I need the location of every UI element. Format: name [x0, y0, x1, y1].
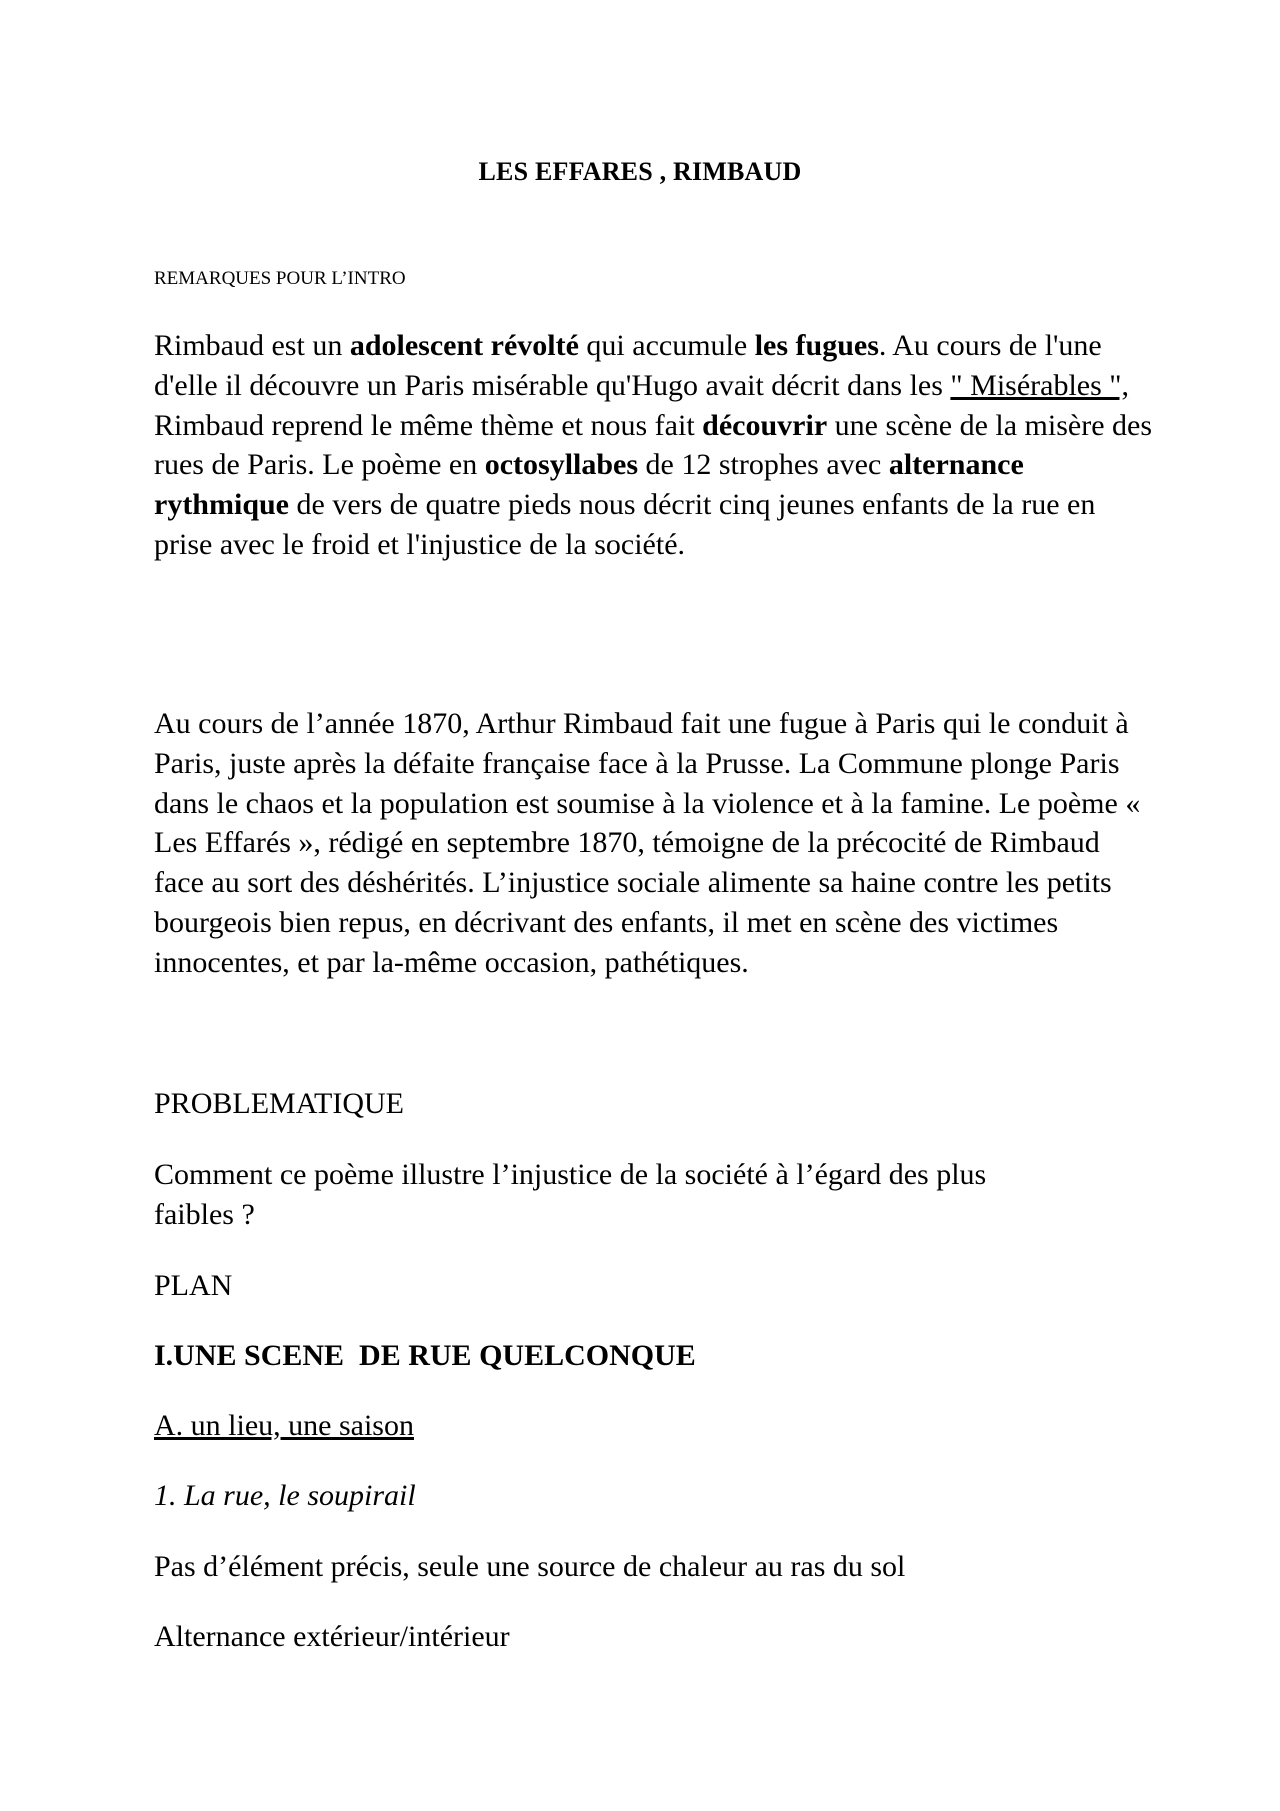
- text-run-underline: " Misérables ",: [950, 368, 1130, 402]
- note-line-1: Pas d’élément précis, seule une source de chaleur au ras du sol: [154, 1550, 906, 1583]
- text-run-bold: alternance rythmique: [154, 448, 1024, 522]
- text-run-bold: découvrir: [702, 408, 828, 442]
- intro-paragraph-1: [154, 326, 1154, 565]
- text-run-normal: une scène de la misère des rues de Paris. Le poème en: [154, 408, 1152, 482]
- text-run-bold: octosyllabes: [484, 448, 639, 482]
- text-run-normal: de vers de quatre pieds nous décrit cinq jeunes enfants de la rue en prise avec le froid et l'injustice de la société.: [154, 488, 1096, 561]
- document-title: LES EFFARES , RIMBAUD: [478, 157, 802, 186]
- text-run-normal: Rimbaud est un: [154, 329, 350, 362]
- subsection-heading: A. un lieu, une saison: [154, 1409, 414, 1442]
- problematique-label: PROBLEMATIQUE: [154, 1087, 405, 1120]
- problematique-question-line-2: faibles ?: [154, 1198, 255, 1231]
- text-run-normal: de 12 strophes avec: [638, 448, 889, 482]
- intro-paragraph-2: Au cours de l’année 1870, Arthur Rimbaud fait une fugue à Paris qui le conduit à Paris, juste après la défaite française face à la Prusse. La Commune plonge Paris dans le chaos et la population est soumise à la violence et à la famine. Le poème « Les Effarés », rédigé en septembre 1870, témoigne de la précocité de Rimbaud face au sort des déshérités. L’injustice sociale alimente sa haine contre les petits bourgeois bien repus, en décrivant des enfants, il met en scène des victimes innocentes, et par la-même occasion, pathétiques.: [154, 707, 1141, 979]
- text-run-bold: adolescent révolté: [349, 329, 579, 362]
- problematique-question-line-1: Comment ce poème illustre l’injustice de la société à l’égard des plus: [154, 1158, 987, 1191]
- point-heading: 1. La rue, le soupirail: [154, 1479, 416, 1512]
- text-run-normal: Rimbaud reprend le même thème et nous fait: [154, 408, 703, 442]
- note-line-2: Alternance extérieur/intérieur: [154, 1620, 510, 1653]
- intro-label: REMARQUES POUR L’INTRO: [154, 268, 406, 289]
- text-run-normal: . Au cours de l'une d'elle il découvre un Paris misérable qu'Hugo avait décrit dans les: [154, 329, 1102, 402]
- section-heading: I.UNE SCENE DE RUE QUELCONQUE: [154, 1339, 696, 1372]
- text-run-normal: qui accumule: [578, 329, 755, 362]
- plan-label: PLAN: [154, 1269, 233, 1302]
- text-run-bold: les fugues: [754, 329, 879, 362]
